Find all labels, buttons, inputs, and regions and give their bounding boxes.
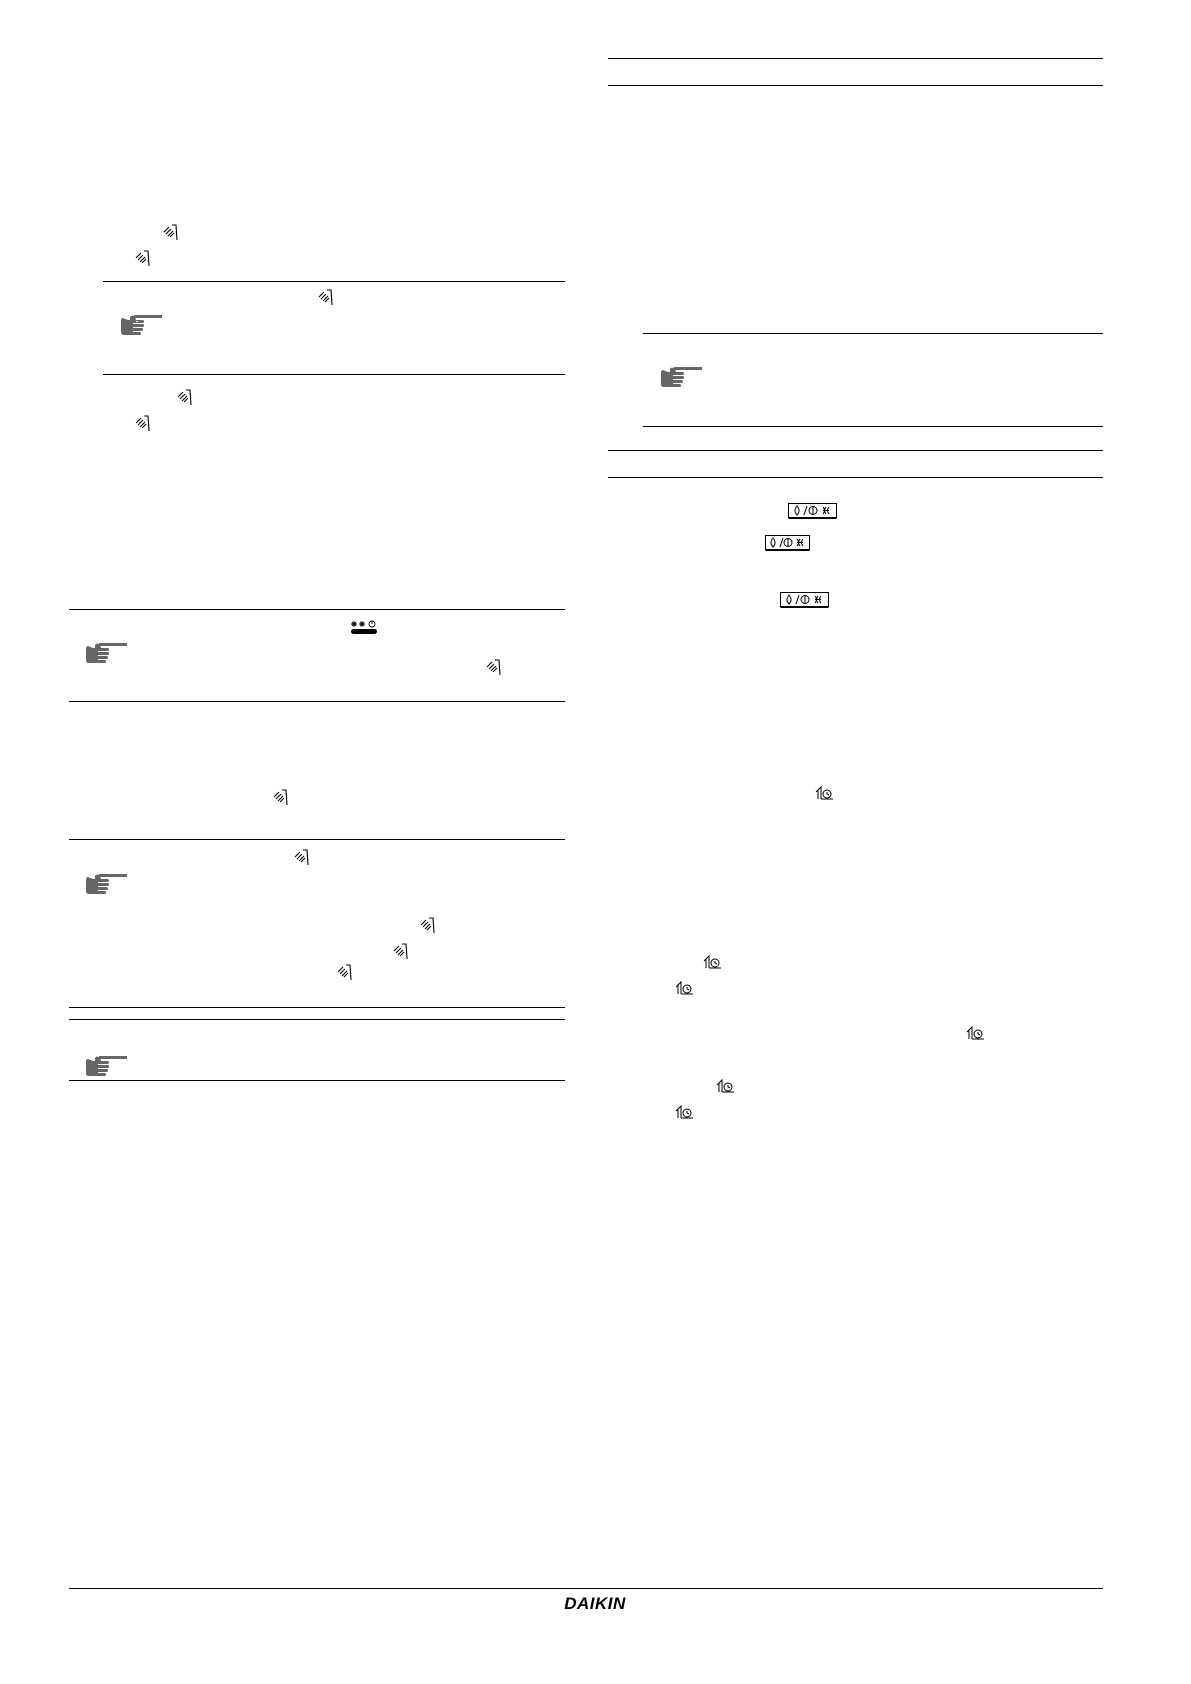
- press-button-icon: [486, 659, 503, 676]
- note-hand-icon: [120, 312, 162, 338]
- divider: [69, 701, 565, 702]
- press-button-icon: [294, 849, 311, 866]
- footer-rule: [69, 1588, 1103, 1589]
- section-rule: [608, 477, 1103, 478]
- house-clock-icon: [815, 785, 834, 800]
- press-button-icon: [135, 250, 152, 267]
- press-button-icon: [337, 964, 354, 981]
- section-rule: [608, 450, 1103, 451]
- house-clock-icon: [716, 1078, 735, 1093]
- snowflake-timer-icon: [350, 619, 378, 635]
- press-button-icon: [135, 415, 152, 432]
- note-hand-icon: [660, 364, 702, 390]
- house-clock-icon: [675, 980, 694, 995]
- divider: [69, 1080, 565, 1081]
- house-clock-icon: [703, 954, 722, 969]
- press-button-icon: [163, 224, 180, 241]
- press-button-icon: [318, 289, 335, 306]
- house-clock-icon: [966, 1025, 985, 1040]
- divider: [69, 1007, 565, 1008]
- operation-mode-button-icon: [765, 535, 810, 551]
- divider: [643, 426, 1103, 427]
- press-button-icon: [420, 917, 437, 934]
- section-rule: [608, 58, 1103, 59]
- operation-mode-button-icon: [780, 592, 829, 608]
- brand-logo: DAIKIN: [564, 1594, 626, 1613]
- press-button-icon: [273, 789, 290, 806]
- divider: [103, 374, 565, 375]
- press-button-icon: [177, 389, 194, 406]
- house-clock-icon: [675, 1104, 694, 1119]
- note-hand-icon: [85, 871, 127, 897]
- divider: [69, 839, 565, 840]
- divider: [643, 333, 1103, 334]
- note-hand-icon: [85, 640, 127, 666]
- press-button-icon: [393, 943, 410, 960]
- note-hand-icon: [85, 1053, 127, 1079]
- section-rule: [608, 85, 1103, 86]
- divider: [69, 609, 565, 610]
- operation-mode-button-icon: [788, 503, 837, 519]
- divider: [69, 1019, 565, 1020]
- divider: [103, 281, 565, 282]
